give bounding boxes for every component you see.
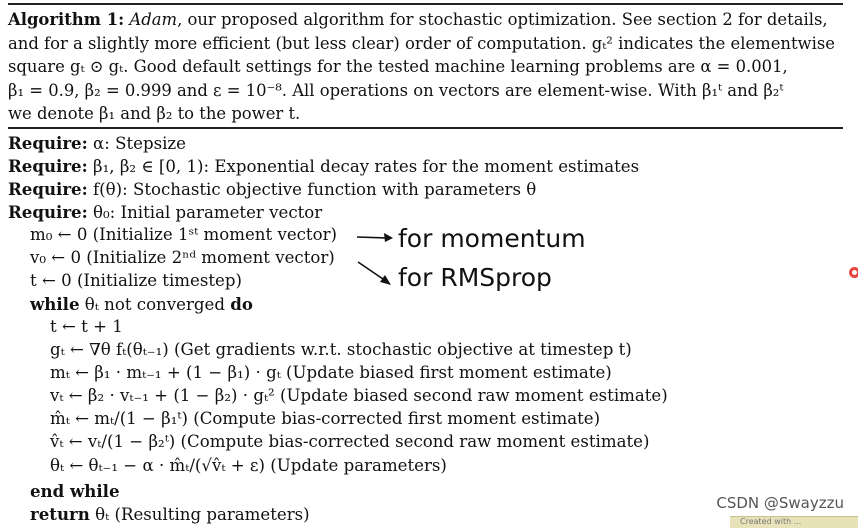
caption-line-3: square gₜ ⊙ gₜ. Good default settings for the tested machine learning problems are α = 0.001, bbox=[8, 57, 788, 76]
caption-line-2: and for a slightly more efficient (but less clear) order of computation. gₜ² indicates the elementwise bbox=[8, 33, 835, 53]
caption-title: Adam bbox=[129, 10, 178, 29]
loop-step-t: t ← t + 1 bbox=[50, 317, 123, 336]
rmsprop-note: for RMSprop bbox=[398, 263, 552, 292]
return-line bbox=[30, 503, 310, 526]
require-line-3 bbox=[8, 178, 536, 201]
while-condition: θₜ not converged bbox=[84, 295, 225, 314]
do-keyword: do bbox=[230, 294, 253, 314]
return-keyword: return bbox=[30, 504, 90, 524]
loop-step-update: θₜ ← θₜ₋₁ − α · m̂ₜ/(√v̂ₜ + ε) (Update parameters) bbox=[50, 456, 447, 475]
caption-line-1 bbox=[8, 8, 843, 32]
csdn-watermark: CSDN @Swayzzu bbox=[716, 494, 844, 512]
require-stepsize: α: Stepsize bbox=[93, 134, 186, 153]
momentum-arrow-icon bbox=[355, 228, 395, 244]
loop-step-bias-first: m̂ₜ ← mₜ/(1 − β₁ᵗ) (Compute bias-corrected first moment estimate) bbox=[50, 409, 601, 428]
record-dot-icon bbox=[849, 267, 858, 278]
caption-text-1: , our proposed algorithm for stochastic optimization. See section 2 for details, bbox=[177, 10, 828, 29]
caption-line-5: we denote β₁ and β₂ to the power t. bbox=[8, 104, 301, 123]
init-t: t ← 0 (Initialize timestep) bbox=[30, 271, 242, 290]
init-v0: v₀ ← 0 (Initialize 2ⁿᵈ moment vector) bbox=[30, 248, 335, 267]
return-value: θₜ (Resulting parameters) bbox=[95, 505, 310, 524]
rmsprop-arrow-icon bbox=[355, 258, 395, 288]
corner-label: Created with ... bbox=[730, 516, 858, 528]
require-objective: f(θ): Stochastic objective function with parameters θ bbox=[93, 180, 537, 199]
init-m0: m₀ ← 0 (Initialize 1ˢᵗ moment vector) bbox=[30, 225, 337, 244]
while-keyword: while bbox=[30, 294, 80, 314]
middle-rule bbox=[8, 127, 843, 129]
while-line bbox=[30, 293, 253, 316]
end-while: end while bbox=[30, 481, 120, 501]
loop-step-bias-second: v̂ₜ ← vₜ/(1 − β₂ᵗ) (Compute bias-corrected second raw moment estimate) bbox=[50, 432, 650, 451]
loop-step-first-moment: mₜ ← β₁ · mₜ₋₁ + (1 − β₁) · gₜ (Update biased first moment estimate) bbox=[50, 363, 612, 382]
top-rule bbox=[8, 3, 843, 5]
algorithm-caption bbox=[8, 8, 843, 126]
require-line-2 bbox=[8, 155, 639, 178]
require-line-1 bbox=[8, 132, 186, 155]
require-keyword: Require: bbox=[8, 156, 88, 176]
require-keyword: Require: bbox=[8, 179, 88, 199]
require-keyword: Require: bbox=[8, 202, 88, 222]
loop-step-gradient: gₜ ← ∇θ fₜ(θₜ₋₁) (Get gradients w.r.t. stochastic objective at timestep t) bbox=[50, 340, 632, 359]
require-keyword: Require: bbox=[8, 133, 88, 153]
loop-step-second-moment: vₜ ← β₂ · vₜ₋₁ + (1 − β₂) · gₜ² (Update biased second raw moment estimate) bbox=[50, 386, 668, 405]
require-initial-params: θ₀: Initial parameter vector bbox=[93, 203, 323, 222]
caption-line-4: β₁ = 0.9, β₂ = 0.999 and ε = 10⁻⁸. All operations on vectors are element-wise. With β₁ᵗ and β₂ᵗ bbox=[8, 80, 784, 100]
require-line-4 bbox=[8, 201, 322, 224]
momentum-note: for momentum bbox=[398, 224, 586, 253]
require-decay-rates: β₁, β₂ ∈ [0, 1): Exponential decay rates for the moment estimates bbox=[93, 157, 640, 176]
caption-label: Algorithm 1: bbox=[8, 10, 125, 29]
